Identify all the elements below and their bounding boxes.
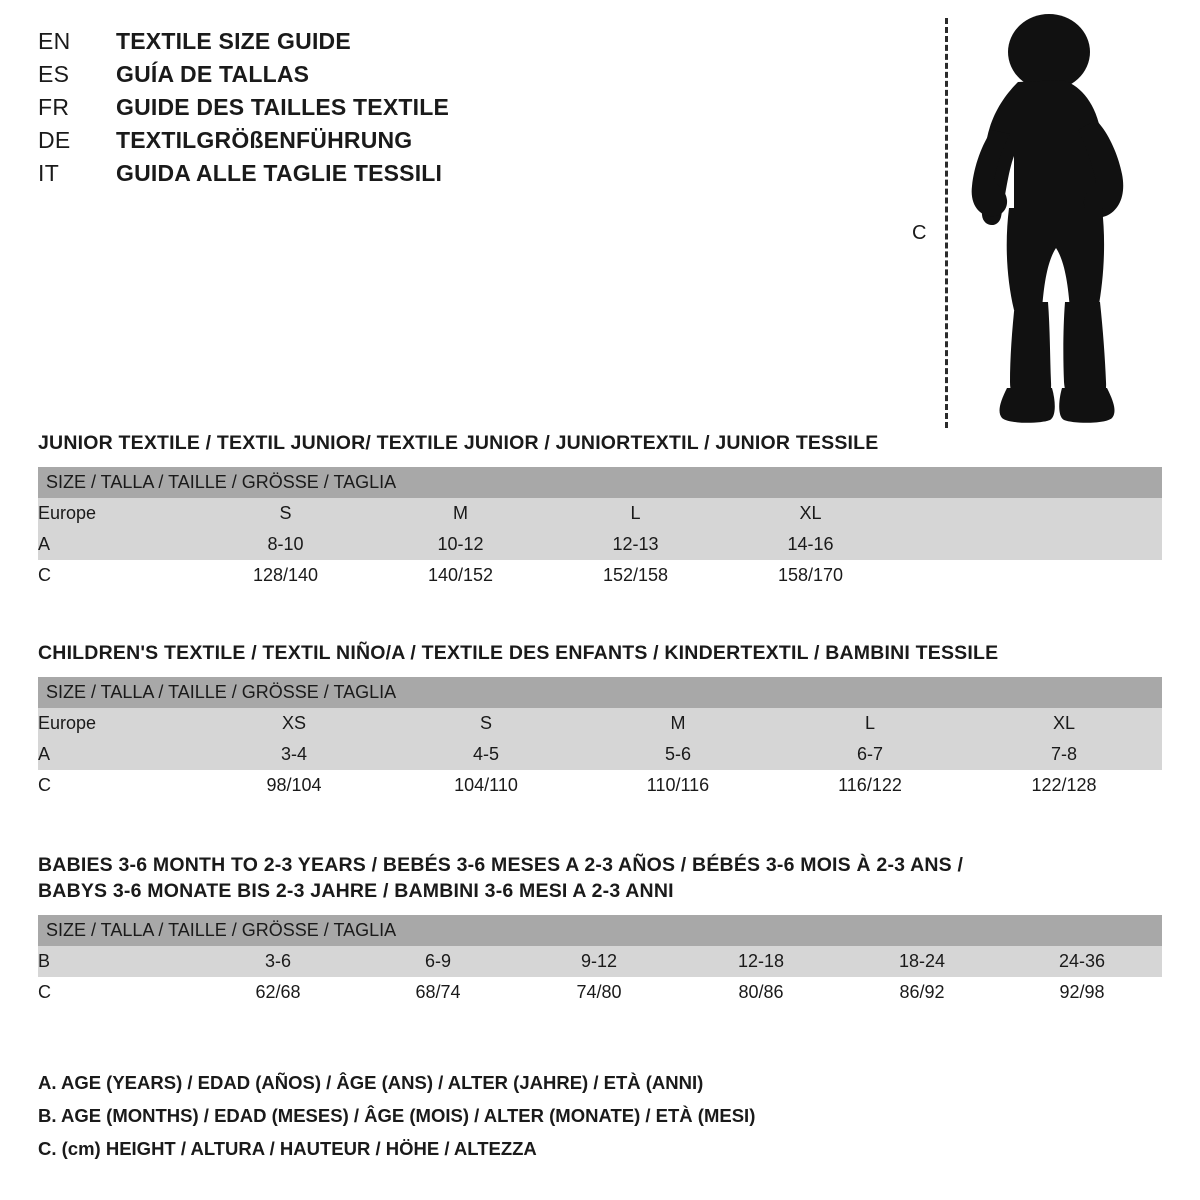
cell-value: XL: [723, 498, 898, 529]
language-row: [38, 28, 738, 61]
cell-value: 116/122: [774, 770, 966, 801]
table-row: [38, 977, 1162, 1008]
language-title: GUIDE DES TAILLES TEXTILE: [116, 94, 449, 120]
cell-value: 80/86: [680, 977, 842, 1008]
row-label: C: [38, 560, 198, 591]
language-code: IT: [38, 160, 60, 186]
language-code: FR: [38, 94, 70, 120]
language-code: ES: [38, 61, 70, 87]
language-row: [38, 127, 738, 160]
section-title-line2: BABYS 3-6 MONATE BIS 2-3 JAHRE / BAMBINI 3-6 MESI A 2-3 ANNI: [38, 880, 674, 902]
cell-value: 12-18: [680, 946, 842, 977]
cell-value: 104/110: [390, 770, 582, 801]
table-row: [38, 498, 1162, 529]
legend-line-c: C. (cm) HEIGHT / ALTURA / HAUTEUR / HÖHE / ALTEZZA: [38, 1138, 537, 1159]
table-row: [38, 529, 1162, 560]
cell-value: 68/74: [358, 977, 518, 1008]
table-row: [38, 770, 1162, 801]
cell-value: 4-5: [390, 739, 582, 770]
section-title: BABIES 3-6 MONTH TO 2-3 YEARS / BEBÉS 3-6 MESES A 2-3 AÑOS / BÉBÉS 3-6 MOIS À 2-3 ANS /: [38, 854, 964, 876]
cell-value: 140/152: [373, 560, 548, 591]
junior-size-table: [38, 467, 1162, 591]
cell-value: 3-6: [198, 946, 358, 977]
cell-value: 8-10: [198, 529, 373, 560]
cell-value: 98/104: [198, 770, 390, 801]
cell-value: 10-12: [373, 529, 548, 560]
band-filler: [898, 467, 1162, 498]
cell-empty: [898, 560, 1162, 591]
row-label: C: [38, 770, 198, 801]
section-junior-textile: [38, 430, 1162, 591]
cell-value: 128/140: [198, 560, 373, 591]
cell-value: 18-24: [842, 946, 1002, 977]
cell-value: 6-7: [774, 739, 966, 770]
cell-value: 6-9: [358, 946, 518, 977]
language-title: TEXTILE SIZE GUIDE: [116, 28, 351, 54]
cell-value: 86/92: [842, 977, 1002, 1008]
cell-value: 14-16: [723, 529, 898, 560]
cell-value: S: [198, 498, 373, 529]
band-label: SIZE / TALLA / TAILLE / GRÖSSE / TAGLIA: [38, 915, 1162, 946]
table-band-row: [38, 467, 1162, 498]
babies-size-table: [38, 915, 1162, 1008]
cell-value: 110/116: [582, 770, 774, 801]
cell-empty: [898, 529, 1162, 560]
cell-value: 152/158: [548, 560, 723, 591]
cell-value: 24-36: [1002, 946, 1162, 977]
legend-line-a: A. AGE (YEARS) / EDAD (AÑOS) / ÂGE (ANS) / ALTER (JAHRE) / ETÀ (ANNI): [38, 1072, 704, 1093]
table-row: [38, 739, 1162, 770]
legend-block: [38, 1066, 1138, 1165]
cell-value: L: [774, 708, 966, 739]
cell-value: S: [390, 708, 582, 739]
cell-value: L: [548, 498, 723, 529]
row-label: C: [38, 977, 198, 1008]
section-title: JUNIOR TEXTILE / TEXTIL JUNIOR/ TEXTILE JUNIOR / JUNIORTEXTIL / JUNIOR TESSILE: [38, 432, 879, 454]
table-row: [38, 946, 1162, 977]
table-band-row: [38, 677, 1162, 708]
cell-value: XS: [198, 708, 390, 739]
children-size-table: [38, 677, 1162, 801]
cell-value: 3-4: [198, 739, 390, 770]
section-title: CHILDREN'S TEXTILE / TEXTIL NIÑO/A / TEXTILE DES ENFANTS / KINDERTEXTIL / BAMBINI TESSILE: [38, 642, 999, 664]
cell-value: 62/68: [198, 977, 358, 1008]
height-dashed-line: [945, 18, 948, 428]
row-label: Europe: [38, 708, 198, 739]
cell-value: 9-12: [518, 946, 680, 977]
child-silhouette-icon: [952, 10, 1142, 430]
row-label: Europe: [38, 498, 198, 529]
language-row: [38, 61, 738, 94]
section-babies-textile: [38, 852, 1162, 1008]
language-row: [38, 160, 738, 193]
cell-value: M: [582, 708, 774, 739]
row-label: A: [38, 529, 198, 560]
language-code: DE: [38, 127, 71, 153]
language-row: [38, 94, 738, 127]
height-measure-label: C: [912, 222, 927, 244]
cell-value: 7-8: [966, 739, 1162, 770]
cell-value: M: [373, 498, 548, 529]
measurement-figure: [912, 10, 1142, 430]
cell-value: 92/98: [1002, 977, 1162, 1008]
row-label: B: [38, 946, 198, 977]
cell-value: XL: [966, 708, 1162, 739]
section-children-textile: [38, 640, 1162, 801]
legend-line-b: B. AGE (MONTHS) / EDAD (MESES) / ÂGE (MOIS) / ALTER (MONATE) / ETÀ (MESI): [38, 1105, 756, 1126]
language-code: EN: [38, 28, 71, 54]
cell-value: 5-6: [582, 739, 774, 770]
cell-value: 12-13: [548, 529, 723, 560]
language-title: GUÍA DE TALLAS: [116, 61, 310, 87]
cell-value: 122/128: [966, 770, 1162, 801]
band-label: SIZE / TALLA / TAILLE / GRÖSSE / TAGLIA: [38, 677, 1162, 708]
table-band-row: [38, 915, 1162, 946]
table-row: [38, 560, 1162, 591]
cell-empty: [898, 498, 1162, 529]
cell-value: 74/80: [518, 977, 680, 1008]
language-title-list: [38, 28, 738, 193]
cell-value: 158/170: [723, 560, 898, 591]
language-title: GUIDA ALLE TAGLIE TESSILI: [116, 160, 443, 186]
language-title: TEXTILGRÖßENFÜHRUNG: [116, 127, 413, 153]
row-label: A: [38, 739, 198, 770]
table-row: [38, 708, 1162, 739]
band-label: SIZE / TALLA / TAILLE / GRÖSSE / TAGLIA: [38, 467, 898, 498]
